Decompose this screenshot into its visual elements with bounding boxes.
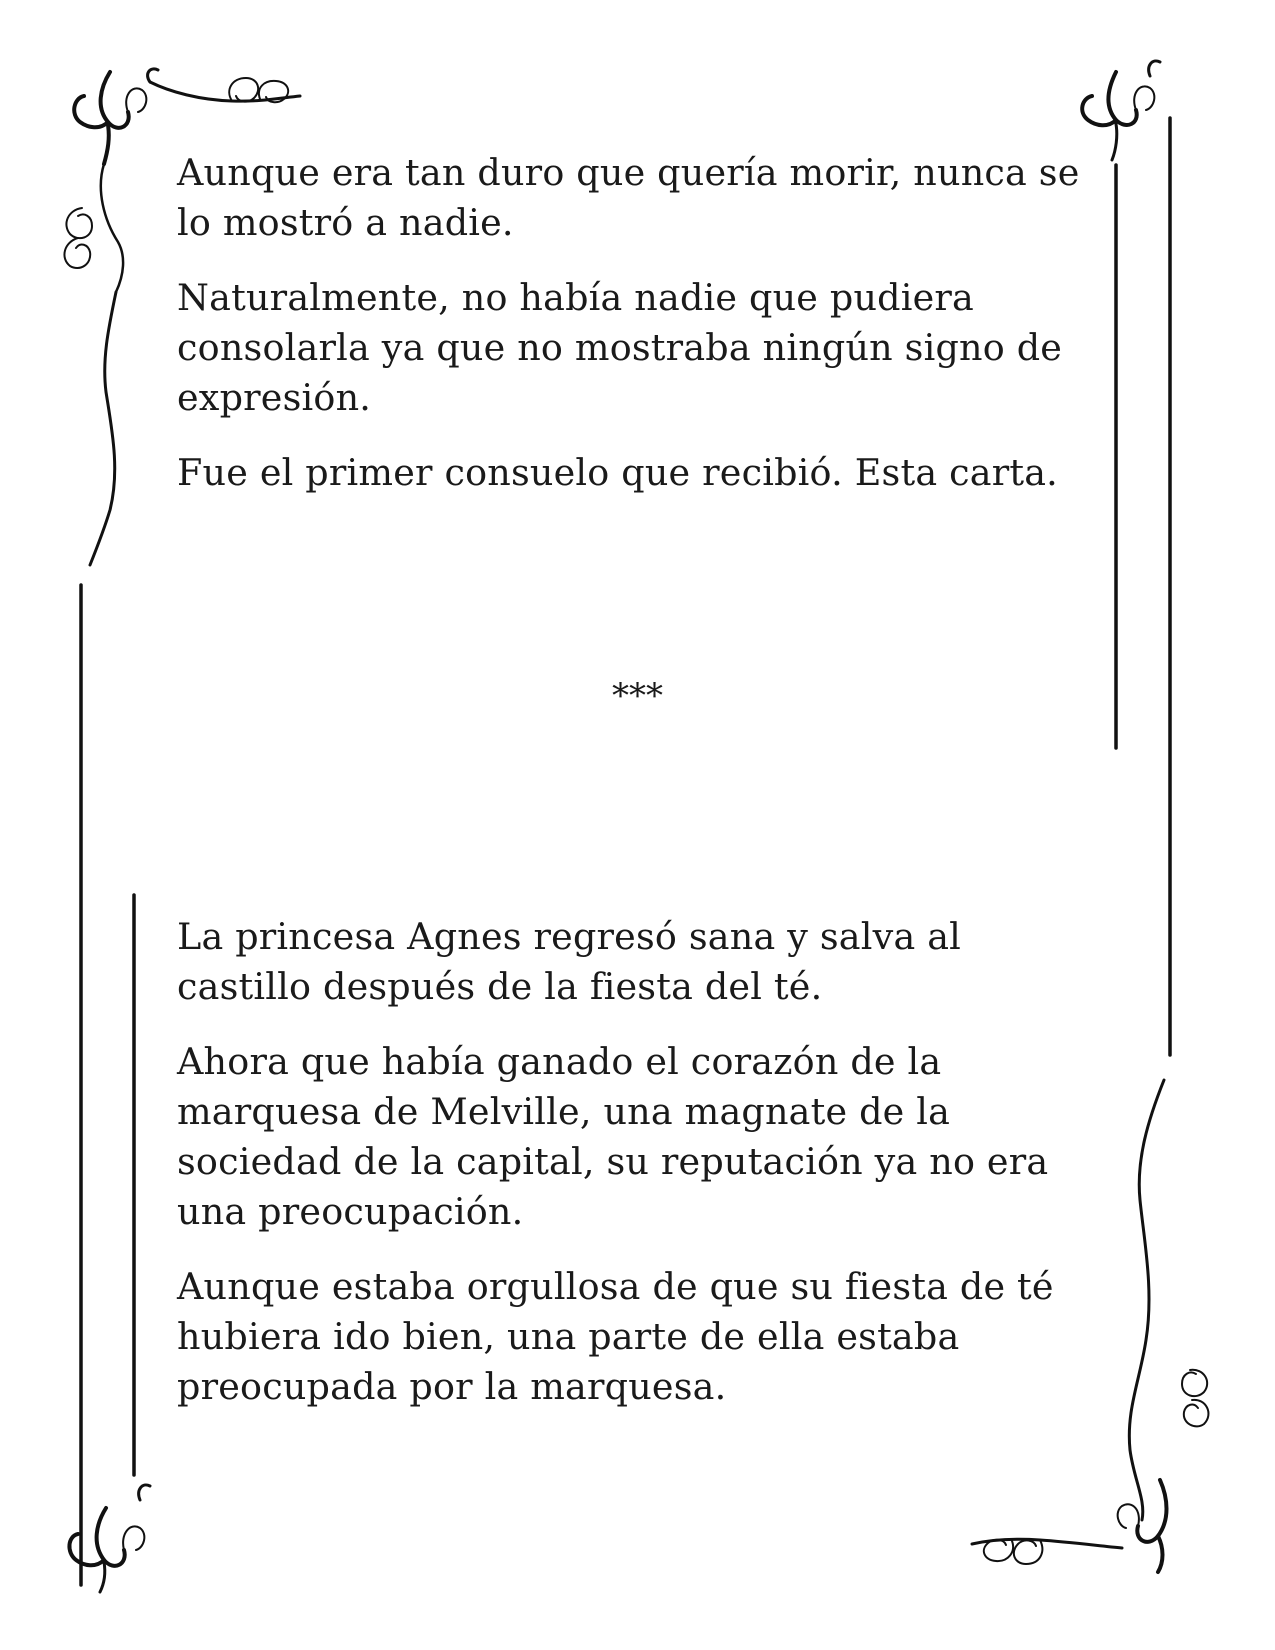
paragraph: Aunque era tan duro que quería morir, nunca se lo mostró a nadie. xyxy=(177,151,1080,244)
paragraph: Fue el primer consuelo que recibió. Esta carta. xyxy=(177,451,1058,494)
top-right-flourish xyxy=(1082,61,1160,160)
paragraph: Naturalmente, no había nadie que pudiera consolarla ya que no mostraba ningún signo de expresión. xyxy=(177,276,1063,419)
section-separator: *** xyxy=(612,676,663,716)
paragraph: La princesa Agnes regresó sana y salva al castillo después de la fiesta del té. xyxy=(177,915,962,1008)
bottom-text-block xyxy=(177,912,1107,1412)
paragraph: Aunque estaba orgullosa de que su fiesta de té hubiera ido bien, una parte de ella estaba preocupada por la marquesa. xyxy=(177,1265,1054,1408)
top-text-block xyxy=(177,148,1107,498)
paragraph: Ahora que había ganado el corazón de la marquesa de Melville, una magnate de la sociedad de la capital, su reputación ya no era una preocupación. xyxy=(177,1040,1049,1233)
